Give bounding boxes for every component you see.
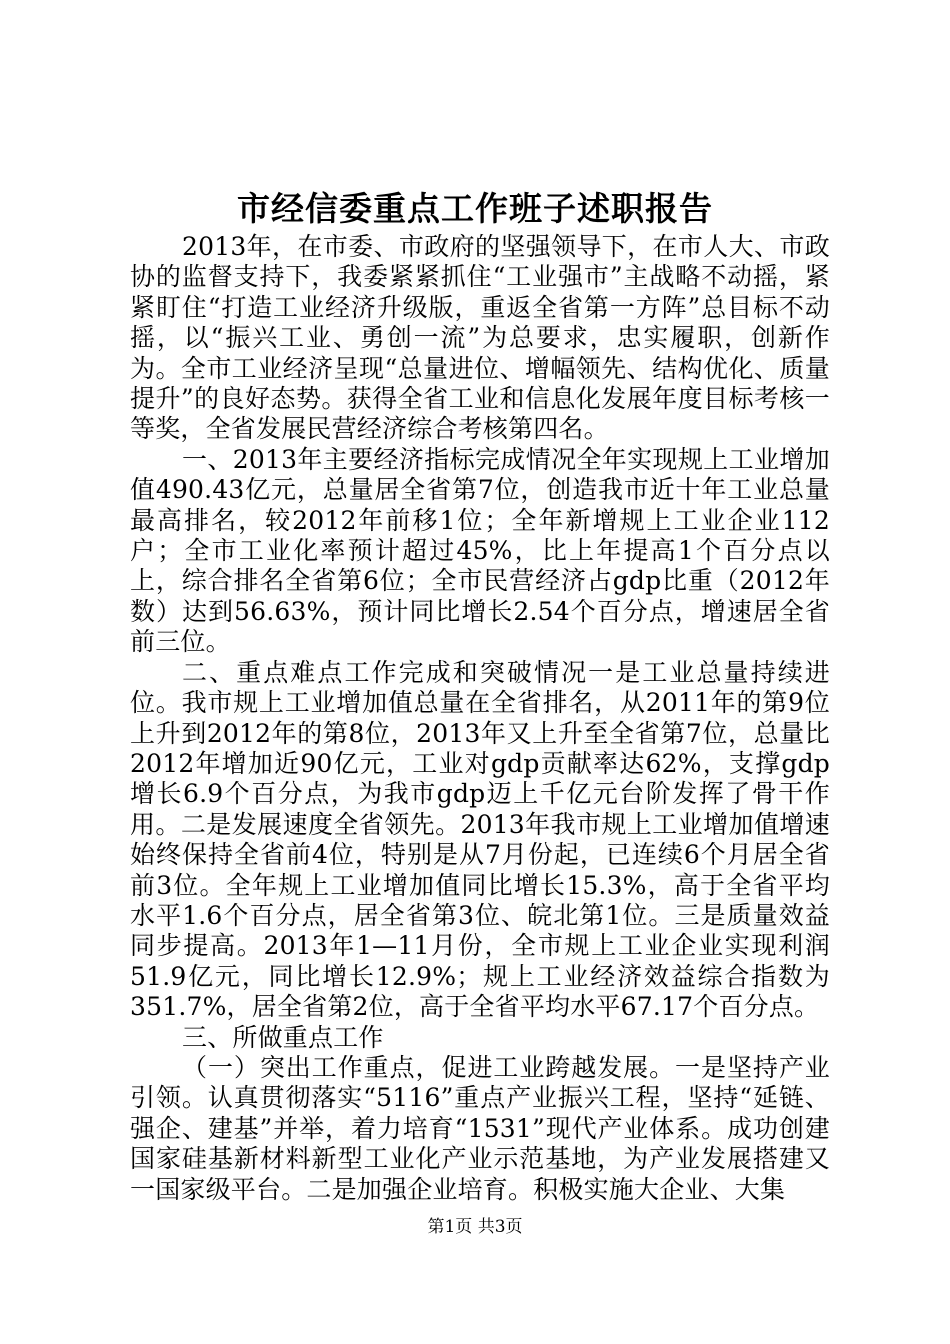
paragraph-section-3-1: （一）突出工作重点，促进工业跨越发展。一是坚持产业引领。认真贯彻落实“5116”重点产业振兴工程，坚持“延链、强企、建基”并举，着力培育“1531”现代产业体系。成功创建国家硅基新材料新型工业化产业示范基地，为产业发展搭建又一国家级平台。二是加强企业培育。积极实施大企业、大集 <box>130 1052 830 1204</box>
paragraph-section-1: 一、2013年主要经济指标完成情况全年实现规上工业增加值490.43亿元，总量居全省第7位，创造我市近十年工业总量最高排名，较2012年前移1位；全年新增规上工业企业112户；全市工业化率预计超过45%，比上年提高1个百分点以上，综合排名全省第6位；全市民营经济占gdp比重（2012年数）达到56.63%，预计同比增长2.54个百分点，增速居全省前三位。 <box>130 444 830 657</box>
page-footer: 第1页 共3页 <box>427 1217 523 1237</box>
paragraph-section-2: 二、重点难点工作完成和突破情况一是工业总量持续进位。我市规上工业增加值总量在全省排名，从2011年的第9位上升到2012年的第8位，2013年又上升至全省第7位，总量比2012年增加近90亿元，工业对gdp贡献率达62%，支撑gdp增长6.9个百分点，为我市gdp迈上千亿元台阶发挥了骨干作用。二是发展速度全省领先。2013年我市规上工业增加值增速始终保持全省前4位，特别是从7月份起，已连续6个月居全省前3位。全年规上工业增加值同比增长15.3%，高于全省平均水平1.6个百分点，居全省第3位、皖北第1位。三是质量效益同步提高。2013年1—11月份，全市规上工业企业实现利润51.9亿元，同比增长12.9%；规上工业经济效益综合指数为351.7%，居全省第2位，高于全省平均水平67.17个百分点。 <box>130 657 830 1022</box>
paragraph-section-3-heading: 三、所做重点工作 <box>182 1022 384 1052</box>
paragraph-intro: 2013年，在市委、市政府的坚强领导下，在市人大、市政协的监督支持下，我委紧紧抓住“工业强市”主战略不动摇，紧紧盯住“打造工业经济升级版，重返全省第一方阵”总目标不动摇，以“振兴工业、勇创一流”为总要求，忠实履职，创新作为。全市工业经济呈现“总量进位、增幅领先、结构优化、质量提升”的良好态势。获得全省工业和信息化发展年度目标考核一等奖，全省发展民营经济综合考核第四名。 <box>130 232 830 444</box>
document-title: 市经信委重点工作班子述职报告 <box>237 189 713 228</box>
document-body <box>130 232 830 1205</box>
